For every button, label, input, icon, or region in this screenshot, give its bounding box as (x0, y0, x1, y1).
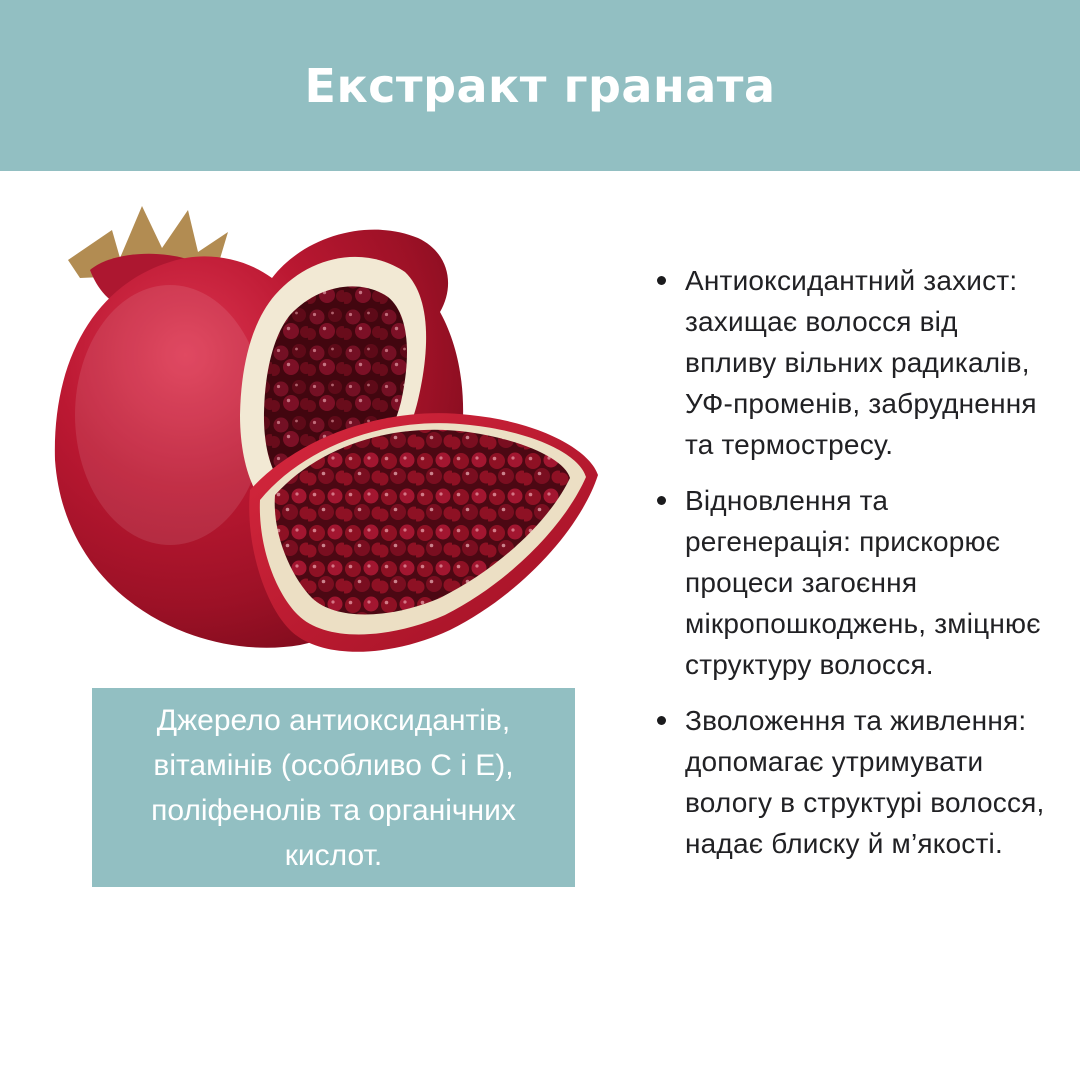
caption-text: Джерело антиоксидантів, вітамінів (особливо C і E), поліфенолів та органічних кислот. (151, 703, 516, 872)
bullet-text: Антиоксидантний захист: захищає волосся від впливу вільних радикалів, УФ-променів, забруднення та термостресу. (685, 265, 1037, 460)
bullet-icon (657, 716, 666, 725)
bullet-text: Зволоження та живлення: допомагає утримувати вологу в структурі волосся, надає блиску й м’якості. (685, 705, 1045, 859)
bullet-icon (657, 496, 666, 505)
caption-box (92, 688, 575, 887)
page-title: Екстракт граната (304, 58, 776, 113)
pomegranate-image (20, 200, 620, 680)
list-item (655, 480, 1047, 685)
bullet-icon (657, 276, 666, 285)
benefits-list (655, 260, 1047, 879)
pomegranate-illustration (20, 200, 620, 680)
header-band (0, 0, 1080, 171)
list-item (655, 700, 1047, 864)
bullet-text: Відновлення та регенерація: прискорює процеси загоєння мікропошкоджень, зміцнює структуру волосся. (685, 485, 1041, 680)
list-item (655, 260, 1047, 465)
